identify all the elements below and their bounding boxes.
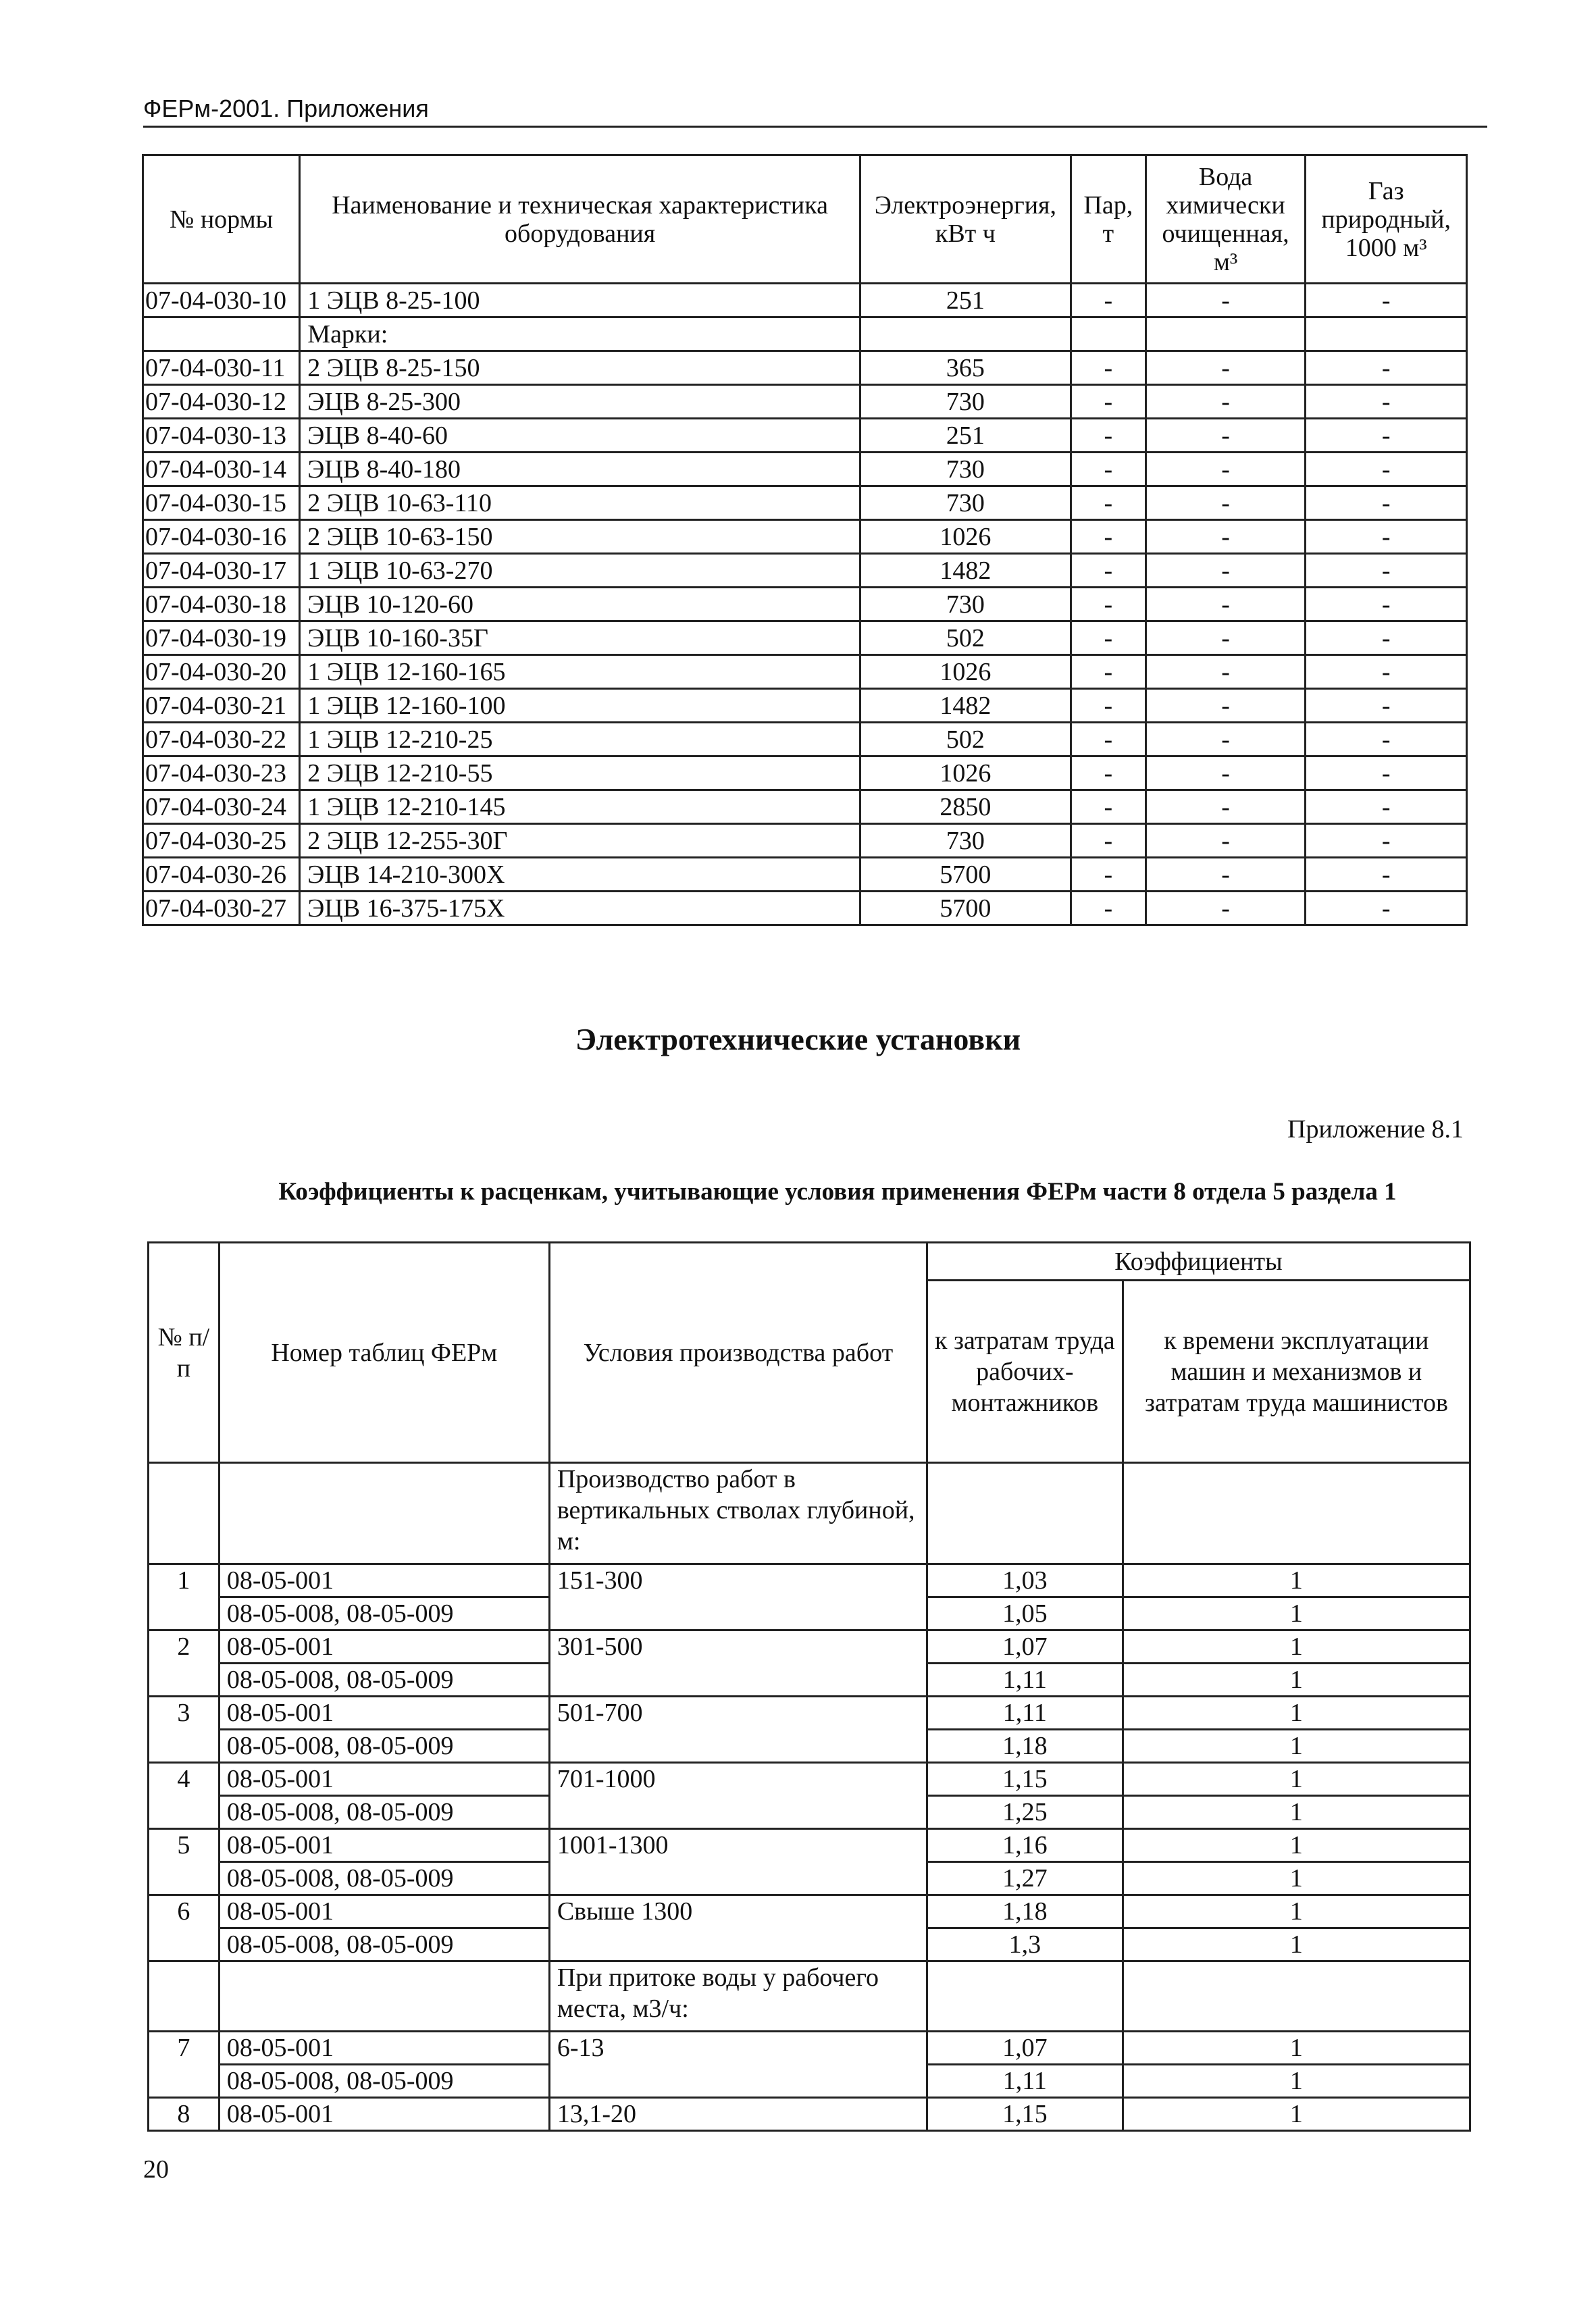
power-cell: 730 bbox=[860, 385, 1071, 419]
water-cell: - bbox=[1145, 790, 1306, 824]
conditions-cell: Свыше 1300 bbox=[549, 1895, 927, 1961]
power-cell: 730 bbox=[860, 824, 1071, 858]
labor-coef-cell: 1,3 bbox=[927, 1928, 1123, 1961]
labor-coef-cell: 1,25 bbox=[927, 1796, 1123, 1829]
no-cell: 5 bbox=[149, 1829, 220, 1895]
table-row bbox=[143, 520, 1467, 554]
steam-cell: - bbox=[1071, 385, 1145, 419]
no-cell: 8 bbox=[149, 2098, 220, 2131]
table-row bbox=[143, 689, 1467, 723]
table-row bbox=[143, 453, 1467, 486]
table-no-cell: 08-05-008, 08-05-009 bbox=[219, 1928, 549, 1961]
table-row bbox=[143, 419, 1467, 453]
conditions-cell: 6-13 bbox=[549, 2032, 927, 2098]
machine-coef-cell: 1 bbox=[1123, 1597, 1470, 1630]
name-cell: ЭЦВ 8-40-180 bbox=[300, 453, 860, 486]
norm-cell: 07-04-030-22 bbox=[143, 723, 300, 756]
table-no-cell: 08-05-008, 08-05-009 bbox=[219, 1664, 549, 1697]
col-header-gas: Газ природный, 1000 м³ bbox=[1306, 155, 1467, 284]
norm-cell: 07-04-030-25 bbox=[143, 824, 300, 858]
norm-cell: 07-04-030-26 bbox=[143, 858, 300, 892]
labor-coef-cell: 1,15 bbox=[927, 2098, 1123, 2131]
gas-cell: - bbox=[1306, 723, 1467, 756]
norm-cell: 07-04-030-16 bbox=[143, 520, 300, 554]
table-row bbox=[143, 385, 1467, 419]
machine-coef-cell: 1 bbox=[1123, 1796, 1470, 1829]
water-cell: - bbox=[1145, 385, 1306, 419]
water-cell: - bbox=[1145, 621, 1306, 655]
power-cell: 502 bbox=[860, 621, 1071, 655]
col-header-steam: Пар, т bbox=[1071, 155, 1145, 284]
gas-cell: - bbox=[1306, 689, 1467, 723]
water-cell: - bbox=[1145, 351, 1306, 385]
power-cell: 251 bbox=[860, 419, 1071, 453]
power-cell: 5700 bbox=[860, 892, 1071, 925]
power-cell: 1026 bbox=[860, 520, 1071, 554]
steam-cell: - bbox=[1071, 486, 1145, 520]
water-cell: - bbox=[1145, 453, 1306, 486]
power-cell: 1482 bbox=[860, 554, 1071, 588]
norm-cell: 07-04-030-21 bbox=[143, 689, 300, 723]
no-cell: 4 bbox=[149, 1763, 220, 1829]
labor-coef-cell: 1,11 bbox=[927, 2065, 1123, 2098]
name-cell: 1 ЭЦВ 12-160-165 bbox=[300, 655, 860, 689]
power-cell: 730 bbox=[860, 486, 1071, 520]
table-row bbox=[143, 723, 1467, 756]
steam-cell: - bbox=[1071, 756, 1145, 790]
norm-cell: 07-04-030-27 bbox=[143, 892, 300, 925]
table-row bbox=[143, 621, 1467, 655]
gas-cell: - bbox=[1306, 892, 1467, 925]
water-cell: - bbox=[1145, 858, 1306, 892]
labor-coef-cell: 1,03 bbox=[927, 1564, 1123, 1597]
steam-cell: - bbox=[1071, 723, 1145, 756]
power-cell: 1026 bbox=[860, 655, 1071, 689]
steam-cell: - bbox=[1071, 351, 1145, 385]
steam-cell: - bbox=[1071, 790, 1145, 824]
norm-cell: 07-04-030-14 bbox=[143, 453, 300, 486]
name-cell: ЭЦВ 10-120-60 bbox=[300, 588, 860, 621]
power-cell: 730 bbox=[860, 453, 1071, 486]
header-title: ФЕРм-2001. Приложения bbox=[143, 95, 429, 122]
table-no-cell: 08-05-001 bbox=[219, 1564, 549, 1597]
table-no-cell: 08-05-001 bbox=[219, 1763, 549, 1796]
name-cell: 2 ЭЦВ 12-210-55 bbox=[300, 756, 860, 790]
no-cell bbox=[149, 1961, 220, 2032]
power-cell: 251 bbox=[860, 284, 1071, 317]
conditions-cell: 1001-1300 bbox=[549, 1829, 927, 1895]
machine-coef-cell: 1 bbox=[1123, 1829, 1470, 1862]
water-cell: - bbox=[1145, 756, 1306, 790]
gas-cell: - bbox=[1306, 351, 1467, 385]
labor-coef-cell: 1,11 bbox=[927, 1697, 1123, 1730]
machine-coef-cell: 1 bbox=[1123, 1895, 1470, 1928]
power-cell: 730 bbox=[860, 588, 1071, 621]
labor-coef-cell: 1,05 bbox=[927, 1597, 1123, 1630]
table-row bbox=[149, 2032, 1470, 2065]
power-cell: 2850 bbox=[860, 790, 1071, 824]
table-row bbox=[143, 588, 1467, 621]
water-cell: - bbox=[1145, 689, 1306, 723]
name-cell: 2 ЭЦВ 10-63-110 bbox=[300, 486, 860, 520]
norm-cell: 07-04-030-23 bbox=[143, 756, 300, 790]
steam-cell bbox=[1071, 317, 1145, 351]
water-cell: - bbox=[1145, 588, 1306, 621]
coefficients-title: Коэффициенты к расценкам, учитывающие условия применения ФЕРм части 8 отдела 5 раздела 1 bbox=[278, 1178, 1397, 1206]
col-header-machine-coef: к времени эксплуатации машин и механизмов и затратам труда машинистов bbox=[1123, 1281, 1470, 1463]
water-cell: - bbox=[1145, 486, 1306, 520]
power-cell bbox=[860, 317, 1071, 351]
norm-cell: 07-04-030-11 bbox=[143, 351, 300, 385]
table-row bbox=[149, 1763, 1470, 1796]
water-cell: - bbox=[1145, 419, 1306, 453]
water-cell: - bbox=[1145, 723, 1306, 756]
table-no-cell: 08-05-008, 08-05-009 bbox=[219, 1796, 549, 1829]
water-cell bbox=[1145, 317, 1306, 351]
col-header-norm: № нормы bbox=[143, 155, 300, 284]
section-cell: При притоке воды у рабочего места, м3/ч: bbox=[549, 1961, 927, 2032]
name-cell: ЭЦВ 16-375-175Х bbox=[300, 892, 860, 925]
col-header-conditions: Условия производства работ bbox=[549, 1243, 927, 1463]
labor-coef-cell: 1,18 bbox=[927, 1730, 1123, 1763]
gas-cell: - bbox=[1306, 520, 1467, 554]
name-cell: 1 ЭЦВ 12-210-145 bbox=[300, 790, 860, 824]
norm-cell: 07-04-030-12 bbox=[143, 385, 300, 419]
norm-cell: 07-04-030-17 bbox=[143, 554, 300, 588]
water-cell: - bbox=[1145, 520, 1306, 554]
gas-cell: - bbox=[1306, 790, 1467, 824]
machine-coef-cell: 1 bbox=[1123, 1630, 1470, 1664]
table-no-cell: 08-05-008, 08-05-009 bbox=[219, 1862, 549, 1895]
name-cell: Марки: bbox=[300, 317, 860, 351]
power-cell: 5700 bbox=[860, 858, 1071, 892]
power-cell: 502 bbox=[860, 723, 1071, 756]
table-row bbox=[149, 2098, 1470, 2131]
table-row bbox=[143, 486, 1467, 520]
steam-cell: - bbox=[1071, 588, 1145, 621]
norm-cell: 07-04-030-24 bbox=[143, 790, 300, 824]
gas-cell: - bbox=[1306, 824, 1467, 858]
norm-cell: 07-04-030-20 bbox=[143, 655, 300, 689]
machine-coef-cell: 1 bbox=[1123, 1564, 1470, 1597]
machine-coef-cell: 1 bbox=[1123, 1730, 1470, 1763]
gas-cell: - bbox=[1306, 621, 1467, 655]
col-header-table-no: Номер таблиц ФЕРм bbox=[219, 1243, 549, 1463]
col-header-coefficients: Коэффициенты bbox=[927, 1243, 1470, 1281]
steam-cell: - bbox=[1071, 554, 1145, 588]
col-header-labor-coef: к затратам труда рабочих-монтажников bbox=[927, 1281, 1123, 1463]
conditions-cell: 13,1-20 bbox=[549, 2098, 927, 2131]
steam-cell: - bbox=[1071, 453, 1145, 486]
table-no-cell: 08-05-001 bbox=[219, 2032, 549, 2065]
name-cell: 1 ЭЦВ 12-160-100 bbox=[300, 689, 860, 723]
table-row bbox=[149, 1697, 1470, 1730]
col-header-water: Вода химически очищенная, м³ bbox=[1145, 155, 1306, 284]
steam-cell: - bbox=[1071, 858, 1145, 892]
machine-coef-cell: 1 bbox=[1123, 1862, 1470, 1895]
machine-coef-cell: 1 bbox=[1123, 1928, 1470, 1961]
no-cell: 3 bbox=[149, 1697, 220, 1763]
coefficients-table bbox=[147, 1241, 1471, 2132]
table-no-cell bbox=[219, 1961, 549, 2032]
labor-coef-cell bbox=[927, 1463, 1123, 1564]
norm-cell: 07-04-030-10 bbox=[143, 284, 300, 317]
section-title: Электротехнические установки bbox=[575, 1022, 1021, 1056]
power-cell: 1026 bbox=[860, 756, 1071, 790]
labor-coef-cell: 1,07 bbox=[927, 2032, 1123, 2065]
name-cell: 1 ЭЦВ 10-63-270 bbox=[300, 554, 860, 588]
gas-cell: - bbox=[1306, 453, 1467, 486]
page-number: 20 bbox=[143, 2155, 169, 2184]
table-row bbox=[143, 284, 1467, 317]
power-cell: 1482 bbox=[860, 689, 1071, 723]
name-cell: ЭЦВ 10-160-35Г bbox=[300, 621, 860, 655]
gas-cell: - bbox=[1306, 284, 1467, 317]
table-row bbox=[143, 790, 1467, 824]
machine-coef-cell: 1 bbox=[1123, 1697, 1470, 1730]
gas-cell: - bbox=[1306, 655, 1467, 689]
gas-cell: - bbox=[1306, 858, 1467, 892]
no-cell bbox=[149, 1463, 220, 1564]
water-cell: - bbox=[1145, 554, 1306, 588]
steam-cell: - bbox=[1071, 520, 1145, 554]
steam-cell: - bbox=[1071, 824, 1145, 858]
no-cell: 1 bbox=[149, 1564, 220, 1630]
name-cell: 2 ЭЦВ 12-255-30Г bbox=[300, 824, 860, 858]
water-cell: - bbox=[1145, 892, 1306, 925]
machine-coef-cell: 1 bbox=[1123, 2032, 1470, 2065]
no-cell: 7 bbox=[149, 2032, 220, 2098]
labor-coef-cell bbox=[927, 1961, 1123, 2032]
col-header-no: № п/п bbox=[149, 1243, 220, 1463]
labor-coef-cell: 1,27 bbox=[927, 1862, 1123, 1895]
gas-cell: - bbox=[1306, 554, 1467, 588]
machine-coef-cell: 1 bbox=[1123, 1664, 1470, 1697]
table-row bbox=[143, 554, 1467, 588]
col-header-name: Наименование и техническая характеристика оборудования bbox=[300, 155, 860, 284]
section-cell: Производство работ в вертикальных стволах глубиной, м: bbox=[549, 1463, 927, 1564]
table-no-cell: 08-05-001 bbox=[219, 1895, 549, 1928]
gas-cell: - bbox=[1306, 588, 1467, 621]
conditions-cell: 501-700 bbox=[549, 1697, 927, 1763]
name-cell: 1 ЭЦВ 8-25-100 bbox=[300, 284, 860, 317]
machine-coef-cell: 1 bbox=[1123, 2098, 1470, 2131]
labor-coef-cell: 1,16 bbox=[927, 1829, 1123, 1862]
table-row bbox=[143, 655, 1467, 689]
name-cell: ЭЦВ 14-210-300Х bbox=[300, 858, 860, 892]
table-row bbox=[149, 1829, 1470, 1862]
table-row bbox=[143, 756, 1467, 790]
gas-cell: - bbox=[1306, 486, 1467, 520]
name-cell: 1 ЭЦВ 12-210-25 bbox=[300, 723, 860, 756]
machine-coef-cell: 1 bbox=[1123, 2065, 1470, 2098]
table-row bbox=[143, 351, 1467, 385]
steam-cell: - bbox=[1071, 621, 1145, 655]
appendix-label: Приложение 8.1 bbox=[1287, 1115, 1464, 1143]
norm-cell: 07-04-030-13 bbox=[143, 419, 300, 453]
conditions-cell: 151-300 bbox=[549, 1564, 927, 1630]
table-row bbox=[149, 1961, 1470, 2032]
conditions-cell: 301-500 bbox=[549, 1630, 927, 1697]
table-row bbox=[149, 1463, 1470, 1564]
table-no-cell: 08-05-008, 08-05-009 bbox=[219, 2065, 549, 2098]
name-cell: ЭЦВ 8-40-60 bbox=[300, 419, 860, 453]
norm-cell: 07-04-030-15 bbox=[143, 486, 300, 520]
machine-coef-cell bbox=[1123, 1961, 1470, 2032]
machine-coef-cell bbox=[1123, 1463, 1470, 1564]
gas-cell: - bbox=[1306, 419, 1467, 453]
table-no-cell: 08-05-001 bbox=[219, 1630, 549, 1664]
steam-cell: - bbox=[1071, 655, 1145, 689]
col-header-power: Электроэнергия, кВт ч bbox=[860, 155, 1071, 284]
name-cell: 2 ЭЦВ 10-63-150 bbox=[300, 520, 860, 554]
equipment-table bbox=[142, 154, 1468, 926]
page-header bbox=[143, 95, 1487, 128]
table-no-cell bbox=[219, 1463, 549, 1564]
gas-cell: - bbox=[1306, 385, 1467, 419]
table-row bbox=[143, 824, 1467, 858]
table-row bbox=[149, 1895, 1470, 1928]
name-cell: ЭЦВ 8-25-300 bbox=[300, 385, 860, 419]
machine-coef-cell: 1 bbox=[1123, 1763, 1470, 1796]
labor-coef-cell: 1,18 bbox=[927, 1895, 1123, 1928]
norm-cell: 07-04-030-18 bbox=[143, 588, 300, 621]
water-cell: - bbox=[1145, 824, 1306, 858]
no-cell: 2 bbox=[149, 1630, 220, 1697]
gas-cell bbox=[1306, 317, 1467, 351]
table-row bbox=[143, 858, 1467, 892]
table-row bbox=[149, 1630, 1470, 1664]
gas-cell: - bbox=[1306, 756, 1467, 790]
water-cell: - bbox=[1145, 284, 1306, 317]
table-row bbox=[143, 892, 1467, 925]
steam-cell: - bbox=[1071, 419, 1145, 453]
table-row bbox=[149, 1564, 1470, 1597]
table-no-cell: 08-05-001 bbox=[219, 1697, 549, 1730]
norm-cell bbox=[143, 317, 300, 351]
steam-cell: - bbox=[1071, 892, 1145, 925]
water-cell: - bbox=[1145, 655, 1306, 689]
table-no-cell: 08-05-001 bbox=[219, 1829, 549, 1862]
name-cell: 2 ЭЦВ 8-25-150 bbox=[300, 351, 860, 385]
power-cell: 365 bbox=[860, 351, 1071, 385]
steam-cell: - bbox=[1071, 284, 1145, 317]
conditions-cell: 701-1000 bbox=[549, 1763, 927, 1829]
table-no-cell: 08-05-001 bbox=[219, 2098, 549, 2131]
labor-coef-cell: 1,07 bbox=[927, 1630, 1123, 1664]
steam-cell: - bbox=[1071, 689, 1145, 723]
norm-cell: 07-04-030-19 bbox=[143, 621, 300, 655]
table-no-cell: 08-05-008, 08-05-009 bbox=[219, 1597, 549, 1630]
no-cell: 6 bbox=[149, 1895, 220, 1961]
labor-coef-cell: 1,15 bbox=[927, 1763, 1123, 1796]
table-no-cell: 08-05-008, 08-05-009 bbox=[219, 1730, 549, 1763]
labor-coef-cell: 1,11 bbox=[927, 1664, 1123, 1697]
table-row bbox=[143, 317, 1467, 351]
